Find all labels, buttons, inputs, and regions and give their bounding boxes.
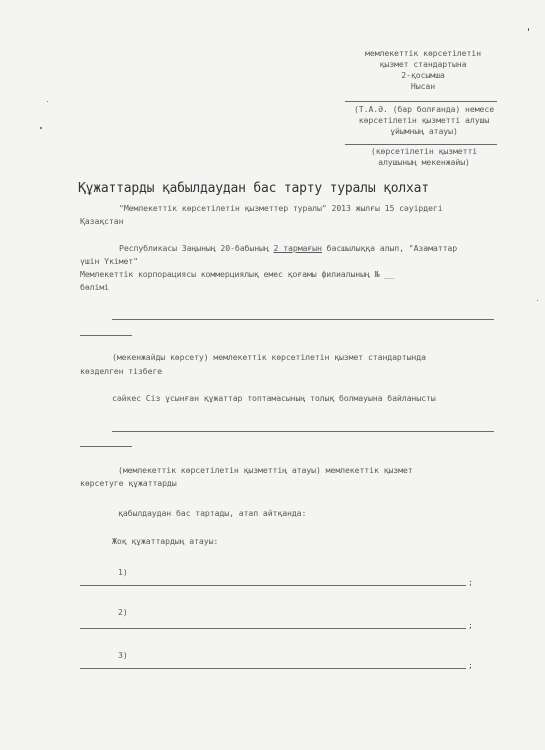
form-header-line: қызмет стандартына (379, 59, 467, 69)
list-item-end: ; (468, 660, 473, 670)
body-text: Жоқ құжаттардың атауы: (112, 536, 219, 546)
recipient-name-line (345, 101, 497, 102)
list-item-line[interactable] (80, 628, 466, 629)
body-text: (мекенжайды көрсету) мемлекеттік көрсетілетін қызмет стандартында (112, 352, 426, 362)
scan-speck (528, 28, 529, 31)
body-text: көзделген тізбеге (80, 366, 163, 376)
recipient-address-line (345, 144, 497, 145)
form-header-line: мемлекеттік көрсетілетін (365, 48, 481, 58)
list-item-line[interactable] (80, 668, 466, 669)
document-title: Құжаттарды қабылдаудан бас тарту туралы қолхат (78, 181, 429, 196)
list-item-end: ; (468, 620, 473, 630)
body-text: Мемлекеттік корпорациясы коммерциялық емес қоғамы филиалының № __ (80, 269, 394, 279)
fill-in-line[interactable] (80, 335, 132, 336)
body-text: көрсетуге құжаттарды (80, 478, 177, 488)
form-header-line: Нысан (410, 81, 436, 91)
list-item-end: ; (468, 577, 473, 587)
list-item-number: 3) (118, 650, 128, 660)
body-text: (мемлекеттік көрсетілетін қызметтің атауы) мемлекеттік қызмет (118, 465, 413, 475)
body-text: қабылдаудан бас тартады, атап айтқанда: (118, 508, 307, 518)
form-header-line: 2-қосымша (401, 70, 445, 80)
scan-speck (537, 300, 538, 301)
recipient-caption: көрсетілетін қызметті алушы (358, 115, 490, 125)
law-reference-link[interactable]: 2 тармағын (273, 243, 322, 253)
list-item-number: 1) (118, 567, 128, 577)
body-text (119, 243, 457, 253)
fill-in-line[interactable] (80, 446, 132, 447)
address-caption: алушының мекенжайы) (378, 157, 470, 167)
list-item-number: 2) (118, 607, 128, 617)
body-text-part: басшылыққа алып, "Азаматтар (321, 243, 458, 253)
recipient-caption: (Т.А.Ә. (бар болғанда) немесе (353, 104, 495, 114)
list-item-line[interactable] (80, 585, 466, 586)
fill-in-line[interactable] (112, 431, 494, 432)
address-caption: (көрсетілетін қызметті (370, 146, 478, 156)
body-text: Қазақстан (80, 216, 124, 226)
body-text: "Мемлекеттік көрсетілетін қызметтер туралы" 2013 жылғы 15 сәуірдегі (119, 203, 443, 213)
scan-speck (40, 127, 42, 129)
body-text: бөлімі (80, 282, 109, 292)
body-text: сәйкес Сіз ұсынған құжаттар топтамасының толық болмауына байланысты (112, 393, 436, 403)
body-text-part: Республикасы Заңының 20-бабының (119, 243, 274, 253)
recipient-caption: ұйымның атауы) (390, 126, 458, 136)
body-text: үшін Үкімет" (80, 256, 138, 266)
fill-in-line[interactable] (112, 319, 494, 320)
scan-speck (47, 101, 48, 102)
